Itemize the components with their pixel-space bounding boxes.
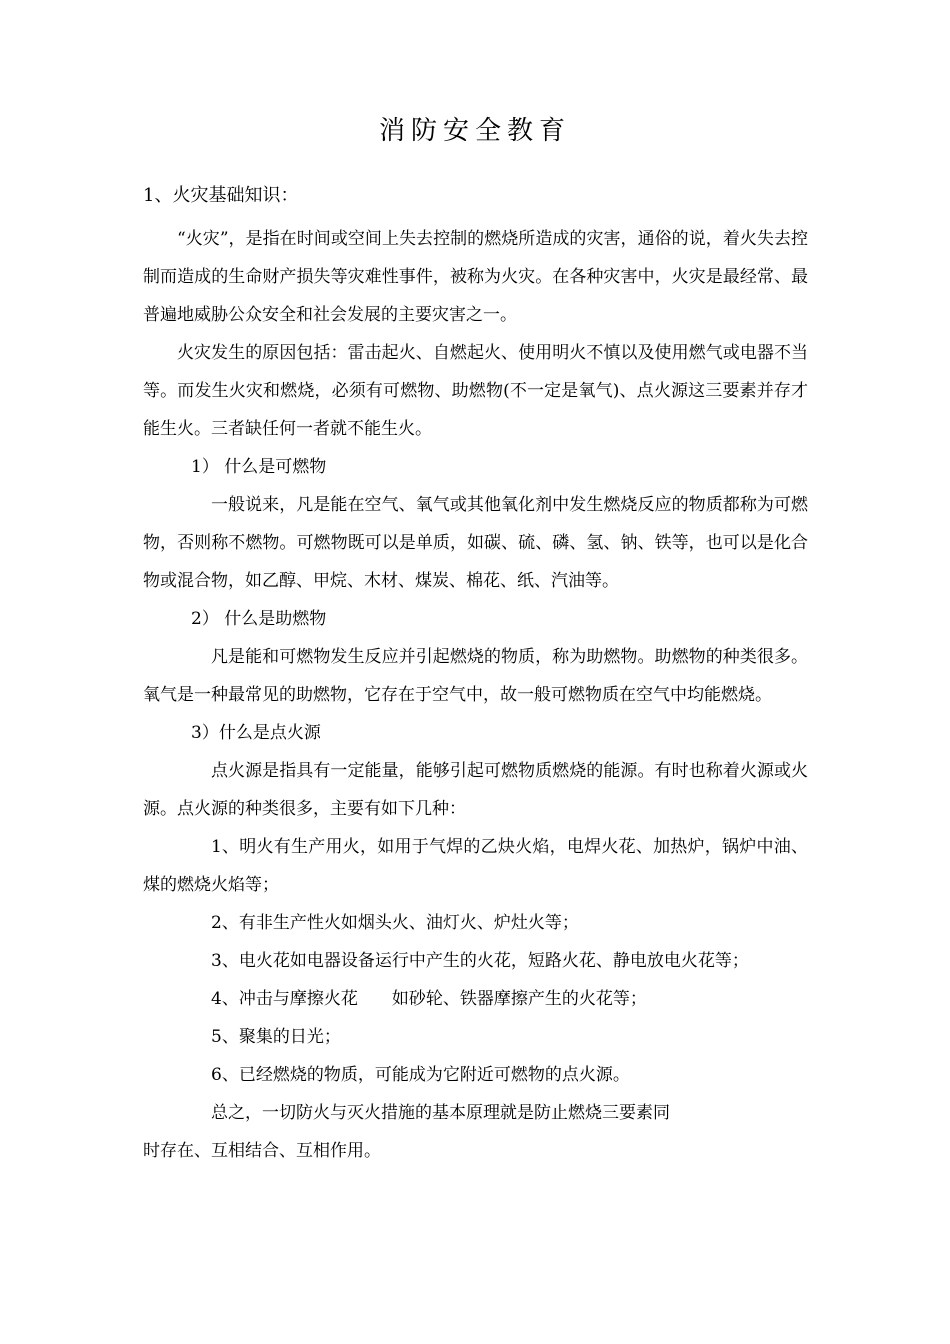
list-item: 6、已经燃烧的物质，可能成为它附近可燃物的点火源。 (211, 1065, 630, 1085)
summary-line-1: 总之，一切防火与灭火措施的基本原理就是防止燃烧三要素同 (211, 1103, 670, 1123)
paragraph-ignition-sources: 点火源是指具有一定能量，能够引起可燃物质燃烧的能源。有时也称着火源或火源。点火源的种类很多，主要有如下几种： (143, 761, 808, 819)
list-item: 5、聚集的日光； (211, 1027, 341, 1047)
list-item: 3、电火花如电器设备运行中产生的火花，短路火花、静电放电火花等； (211, 951, 749, 971)
document-body (143, 176, 808, 1170)
paragraph-fire-definition: “火灾”，是指在时间或空间上失去控制的燃烧所造成的灾害，通俗的说，着火失去控制而造成的生命财产损失等灾难性事件，被称为火灾。在各种灾害中，火灾是最经常、最普遍地威胁公众安全和社会发展的主要灾害之一。 (143, 229, 808, 325)
page-title: 消防安全教育 (378, 116, 571, 146)
summary-line-2: 时存在、互相结合、互相作用。 (143, 1141, 381, 1161)
section-heading: 1、火灾基础知识： (143, 185, 299, 206)
list-item: 4、冲击与摩擦火花 如砂轮、铁器摩擦产生的火花等； (211, 989, 647, 1009)
subheading-combustibles: 1） 什么是可燃物 (191, 457, 327, 477)
subheading-ignition-sources: 3）什么是点火源 (191, 723, 321, 743)
paragraph-oxidizers: 凡是能和可燃物发生反应并引起燃烧的物质，称为助燃物。助燃物的种类很多。氧气是一种最常见的助燃物，它存在于空气中，故一般可燃物质在空气中均能燃烧。 (143, 647, 808, 705)
paragraph-fire-causes: 火灾发生的原因包括：雷击起火、自燃起火、使用明火不慎以及使用燃气或电器不当等。而发生火灾和燃烧，必须有可燃物、助燃物(不一定是氧气)、点火源这三要素并存才能生火。三者缺任何一者就不能生火。 (143, 343, 808, 439)
paragraph-combustibles: 一般说来，凡是能在空气、氧气或其他氧化剂中发生燃烧反应的物质都称为可燃物，否则称不燃物。可燃物既可以是单质，如碳、硫、磷、氢、钠、铁等，也可以是化合物或混合物，如乙醇、甲烷、木材、煤炭、棉花、纸、汽油等。 (143, 495, 808, 591)
subheading-oxidizers: 2） 什么是助燃物 (191, 609, 327, 629)
list-item: 2、有非生产性火如烟头火、油灯火、炉灶火等； (211, 913, 579, 933)
list-item: 1、明火有生产用火，如用于气焊的乙炔火焰，电焊火花、加热炉，锅炉中油、煤的燃烧火焰等； (143, 837, 808, 895)
